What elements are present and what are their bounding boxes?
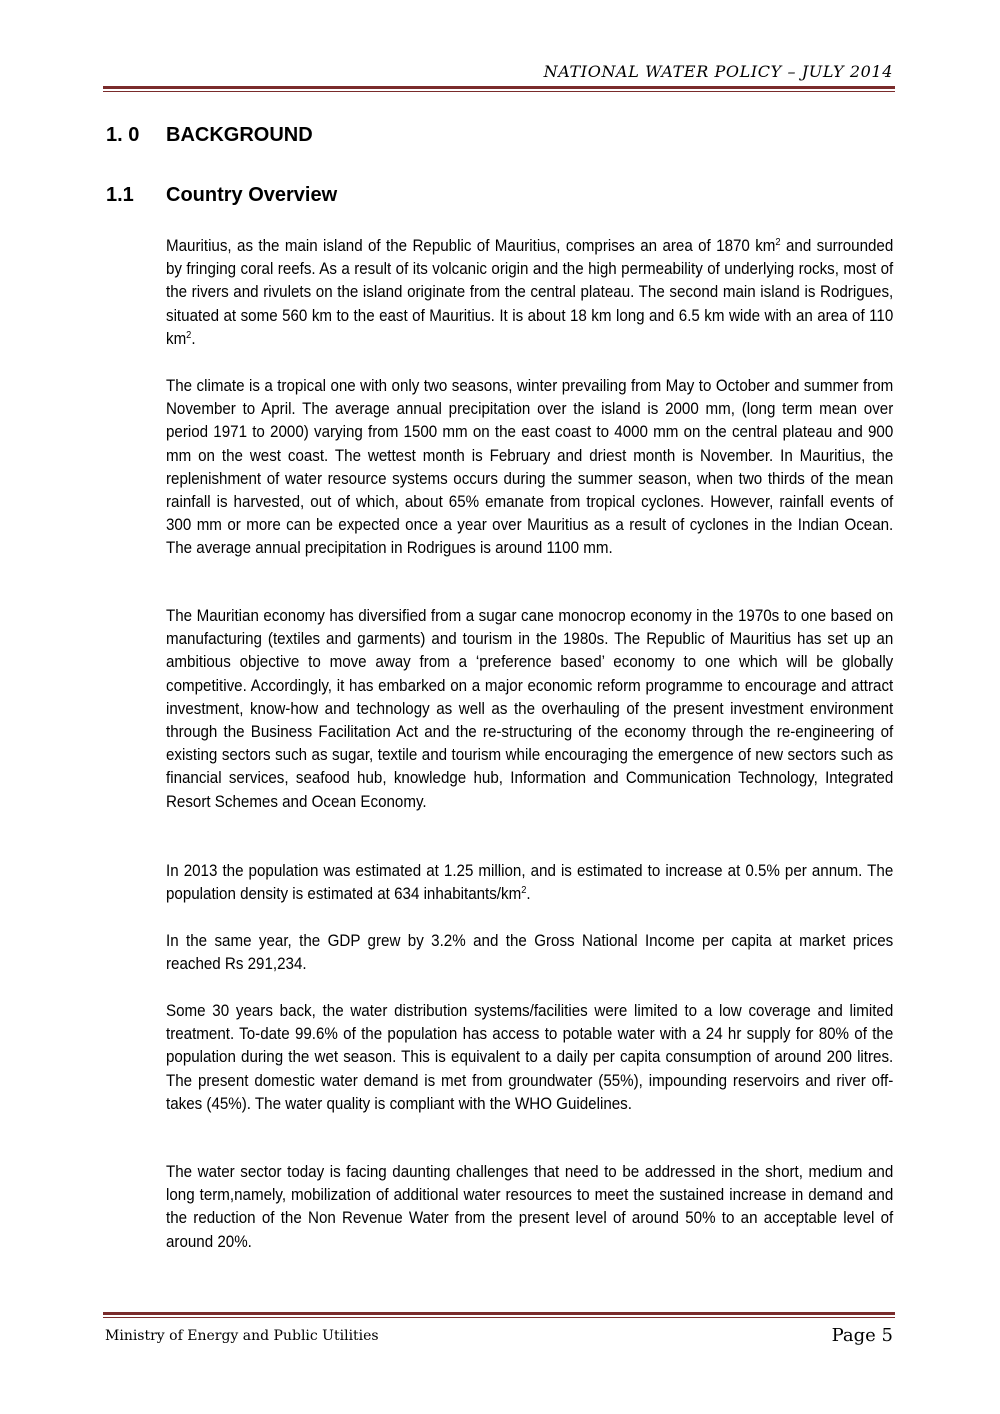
section-heading-country-overview xyxy=(106,184,426,210)
footer-rule-thin xyxy=(103,1317,895,1318)
superscript: 2 xyxy=(186,329,192,341)
page-number: Page 5 xyxy=(831,1325,893,1346)
section-number: 1.1 xyxy=(106,184,134,206)
superscript: 2 xyxy=(775,237,781,248)
paragraph-text: Some 30 years back, the water distribution systems/facilities were limited to a low coverage and limited treatment. To-date 99.6% of the population has access to potable water with a 24 hr supply for 80% of the population during the wet season. This is equivalent to a daily per capita consumption of around 200 litres. The present domestic water demand is met from groundwater (55%), impounding reservoirs and river off-takes (45%). The water quality is compliant with the WHO Guidelines. xyxy=(166,1002,894,1113)
paragraph-text: Mauritius, as the main island of the Republic of Mauritius, comprises an area of 1870 km xyxy=(166,237,776,255)
paragraph-text: . xyxy=(191,329,196,348)
header-rule-thin xyxy=(103,91,895,92)
paragraph-water-challenges xyxy=(166,1161,893,1254)
footer-rule xyxy=(103,1312,895,1315)
paragraph-population xyxy=(166,860,893,906)
paragraph-text: The climate is a tropical one with only two seasons, winter prevailing from May to October and summer from November to April. The average annual precipitation over the island is 2000 mm, (long term mean over period 1971 to 2000) varying from 1500 mm on the east coast to 4000 mm on the central plateau and 900 mm on the west coast. The wettest month is February and driest month is November. In Mauritius, the replenishment of water resource systems occurs during the summer season, when two thirds of the mean rainfall is harvested, out of which, about 65% emanate from tropical cyclones. However, rainfall events of 300 mm or more can be expected once a year over Mauritius as a result of cyclones in the Indian Ocean. The average annual precipitation in Rodrigues is around 1100 mm. xyxy=(166,377,894,558)
section-heading-background xyxy=(106,124,406,150)
paragraph-text: In the same year, the GDP grew by 3.2% and the Gross National Income per capita at market prices reached Rs 291,234. xyxy=(166,932,894,974)
paragraph-text: The water sector today is facing daunting challenges that need to be addressed in the short, medium and long term,namely, mobilization of additional water resources to meet the sustained increase in demand and the reduction of the Non Revenue Water from the present level of around 50% to an acceptable level of around 20%. xyxy=(166,1163,894,1251)
paragraph-geography xyxy=(166,235,893,351)
paragraph-economy xyxy=(166,605,893,814)
paragraph-text: . xyxy=(526,885,531,904)
paragraph-climate xyxy=(166,375,893,561)
section-number: 1. 0 xyxy=(106,124,140,146)
paragraph-water-distribution xyxy=(166,1000,893,1116)
superscript: 2 xyxy=(521,885,527,897)
paragraph-text: In 2013 the population was estimated at 1.25 million, and is estimated to increase at 0.5% per annum. The population density is estimated at 634 inhabitants/km xyxy=(166,862,894,904)
running-header: NATIONAL WATER POLICY – JULY 2014 xyxy=(543,62,893,81)
section-title: Country Overview xyxy=(166,184,338,206)
header-rule xyxy=(103,86,895,89)
footer-ministry: Ministry of Energy and Public Utilities xyxy=(105,1328,379,1344)
paragraph-text: The Mauritian economy has diversified from a sugar cane monocrop economy in the 1970s to one based on manufacturing (textiles and garments) and tourism in the 1980s. The Republic of Mauritius has set up an ambitious objective to move away from a ‘preference based’ economy to one which will be globally competitive. Accordingly, it has embarked on a major economic reform programme to encourage and attract investment, know-how and technology as well as the overhauling of the present investment environment through the Business Facilitation Act and the re-structuring of the economy through the re-engineering of existing sectors such as sugar, textile and tourism while encouraging the emergence of new sectors such as financial services, seafood hub, knowledge hub, Information and Communication Technology, Integrated Resort Schemes and Ocean Economy. xyxy=(166,607,894,811)
section-title: BACKGROUND xyxy=(166,124,313,146)
paragraph-gdp xyxy=(166,930,893,976)
paragraph-text: and surrounded by fringing coral reefs. As a result of its volcanic origin and the high permeability of underlying rocks, most of the rivers and rivulets on the island originate from the central plateau. The second main island is Rodrigues, situated at some 560 km to the east of Mauritius. It is about 18 km long and 6.5 km wide with an area of 110 km xyxy=(166,237,894,348)
